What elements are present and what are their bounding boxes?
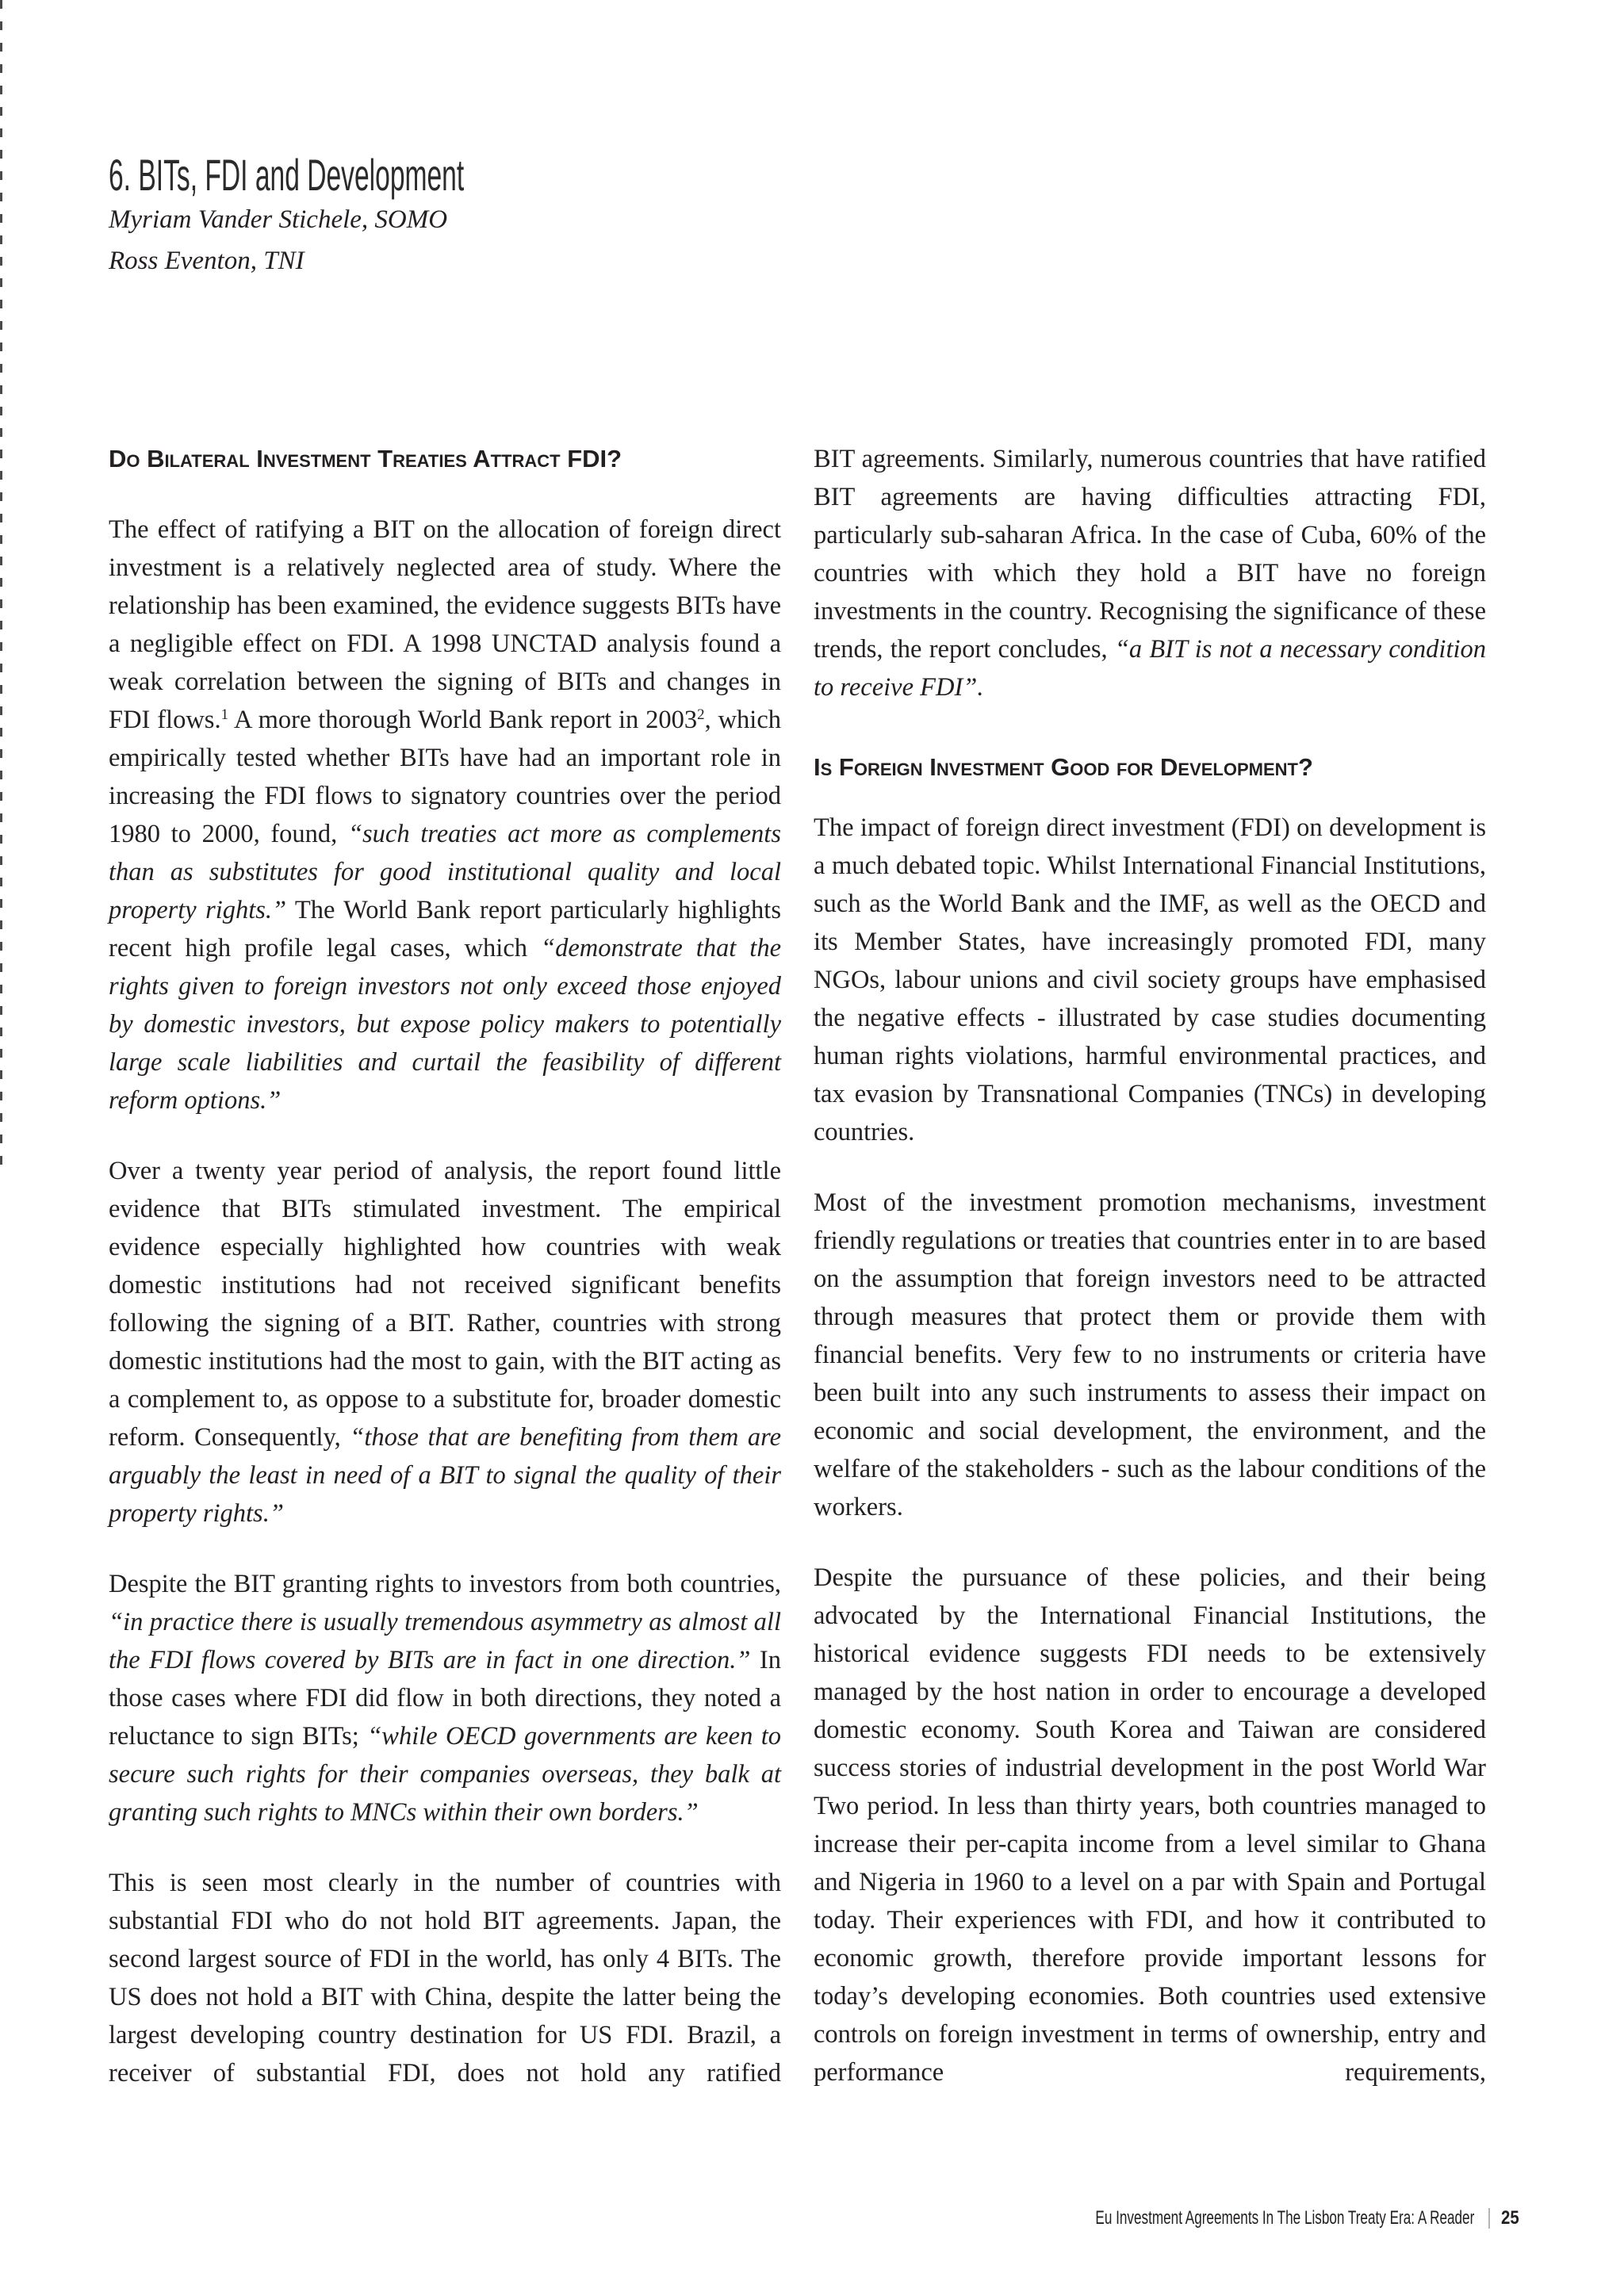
italic-quotation: “such treaties act more as complements than as substitutes for good institutional quality and local property rights.”: [109, 820, 781, 924]
text-run: Over a twenty year period of analysis, the report found little evidence that BITs stimulated investment. The empirical evidence especially highlighted how countries with weak domestic institutions had not received significant benefits following the signing of a BIT. Rather, countries with strong domestic institutions had the most to gain, with the BIT acting as a complement to, as oppose to a substitute for, broader domestic reform. Consequently,: [109, 1157, 781, 1452]
section-heading: Is Foreign Investment Good for Development?: [814, 753, 1313, 781]
text-run: Most of the investment promotion mechanisms, investment friendly regulations or treaties that countries enter in to are based on the assumption that foreign investors need to be attracted through measures that protect them or provide them with financial benefits. Very few to no instruments or criteria have been built into any such instruments to assess their impact on economic and social development, the environment, and the welfare of the stakeholders - such as the labour conditions of the workers.: [814, 1188, 1486, 1521]
publication-title: Eu Investment Agreements In The Lisbon Treaty Era: A Reader: [1095, 2207, 1474, 2229]
body-paragraph: [109, 1864, 781, 2092]
footer-separator: [1488, 2208, 1490, 2229]
body-paragraph: [814, 440, 1486, 706]
italic-quotation: “demonstrate that the rights given to foreign investors not only exceed those enjoyed by domestic investors, but expose policy makers to potentially large scale liabilities and curtail the feasibility of different reform options.”: [109, 934, 781, 1115]
body-paragraph: [109, 1152, 781, 1533]
italic-quotation: “while OECD governments are keen to secure such rights for their companies overseas, they balk at granting such rights to MNCs within their own borders.”: [109, 1722, 781, 1827]
text-run: In those cases where FDI did flow in both directions, they noted a reluctance to sign BITs;: [109, 1646, 781, 1751]
body-paragraph: [109, 511, 781, 1119]
text-run: The impact of foreign direct investment (FDI) on development is a much debated topic. Whilst International Financial Institutions, such as the World Bank and the IMF, as well as the OECD and its Member States, have increasingly promoted FDI, many NGOs, labour unions and civil society groups have emphasised the negative effects - illustrated by case studies documenting human rights violations, harmful environmental practices, and tax evasion by Transnational Companies (TNCs) in developing countries.: [814, 813, 1486, 1146]
footnote-marker: 1: [220, 706, 228, 723]
body-paragraph: [814, 1184, 1486, 1526]
author-list: [109, 199, 447, 281]
body-paragraph: [814, 809, 1486, 1151]
text-run: The effect of ratifying a BIT on the allocation of foreign direct investment is a relatively neglected area of study. Where the relationship has been examined, the evidence suggests BITs have a negligible effect on FDI. A 1998 UNCTAD analysis found a weak correlation between the signing of BITs and changes in FDI flows.: [109, 515, 781, 734]
text-run: The World Bank report particularly highlights recent high profile legal cases, which: [109, 896, 781, 962]
text-run: Despite the BIT granting rights to investors from both countries,: [109, 1570, 781, 1598]
right-column: [814, 440, 1486, 2091]
italic-quotation: “a BIT is not a necessary condition to receive FDI”.: [814, 635, 1487, 702]
author-line: Ross Eventon, TNI: [109, 247, 304, 275]
continued-text: [814, 440, 1486, 706]
text-run: A more thorough World Bank report in 2003: [228, 706, 698, 734]
italic-quotation: “those that are benefiting from them are arguably the least in need of a BIT to signal the quality of their property rights.”: [109, 1423, 782, 1528]
left-column-body: [109, 511, 781, 2092]
right-column-body: [814, 809, 1486, 2091]
body-paragraph: [109, 1565, 781, 1831]
chapter-title: 6. BITs, FDI and Development: [109, 150, 465, 200]
text-run: This is seen most clearly in the number of countries with substantial FDI who do not hold BIT agreements. Japan, the second largest source of FDI in the world, has only 4 BITs. The US does not hold a BIT with China, despite the latter being the largest developing country destination for US FDI. Brazil, a receiver of substantial FDI, does not hold any ratified: [109, 1869, 781, 2087]
text-run: , which empirically tested whether BITs have had an important role in increasing the FDI flows to signatory countries over the period 1980 to 2000, found,: [109, 706, 781, 848]
italic-quotation: “in practice there is usually tremendous asymmetry as almost all the FDI flows covered by BITs are in fact in one direction.”: [109, 1608, 781, 1674]
footnote-marker: 2: [697, 706, 705, 723]
page-number: 25: [1501, 2207, 1519, 2229]
text-run: Despite the pursuance of these policies, and their being advocated by the International Financial Institutions, the historical evidence suggests FDI needs to be extensively managed by the host nation in order to encourage a developed domestic economy. South Korea and Taiwan are considered success stories of industrial development in the post World War Two period. In less than thirty years, both countries managed to increase their per-capita income from a level similar to Ghana and Nigeria in 1960 to a level on a par with Spain and Portugal today. Their experiences with FDI, and how it contributed to economic growth, therefore provide important lessons for today’s developing economies. Both countries used extensive controls on foreign investment in terms of ownership, entry and performance requirements,: [814, 1563, 1486, 2087]
binding-edge-marks: [0, 0, 2, 1173]
left-column: [109, 440, 781, 2092]
text-run: BIT agreements. Similarly, numerous countries that have ratified BIT agreements are having difficulties attracting FDI, particularly sub-saharan Africa. In the case of Cuba, 60% of the countries with which they hold a BIT have no foreign investments in the country. Recognising the significance of these trends, the report concludes,: [814, 445, 1486, 664]
section-heading: Do Bilateral Investment Treaties Attract FDI?: [109, 445, 622, 473]
body-paragraph: [814, 1559, 1486, 2091]
author-line: Myriam Vander Stichele, SOMO: [109, 205, 448, 234]
